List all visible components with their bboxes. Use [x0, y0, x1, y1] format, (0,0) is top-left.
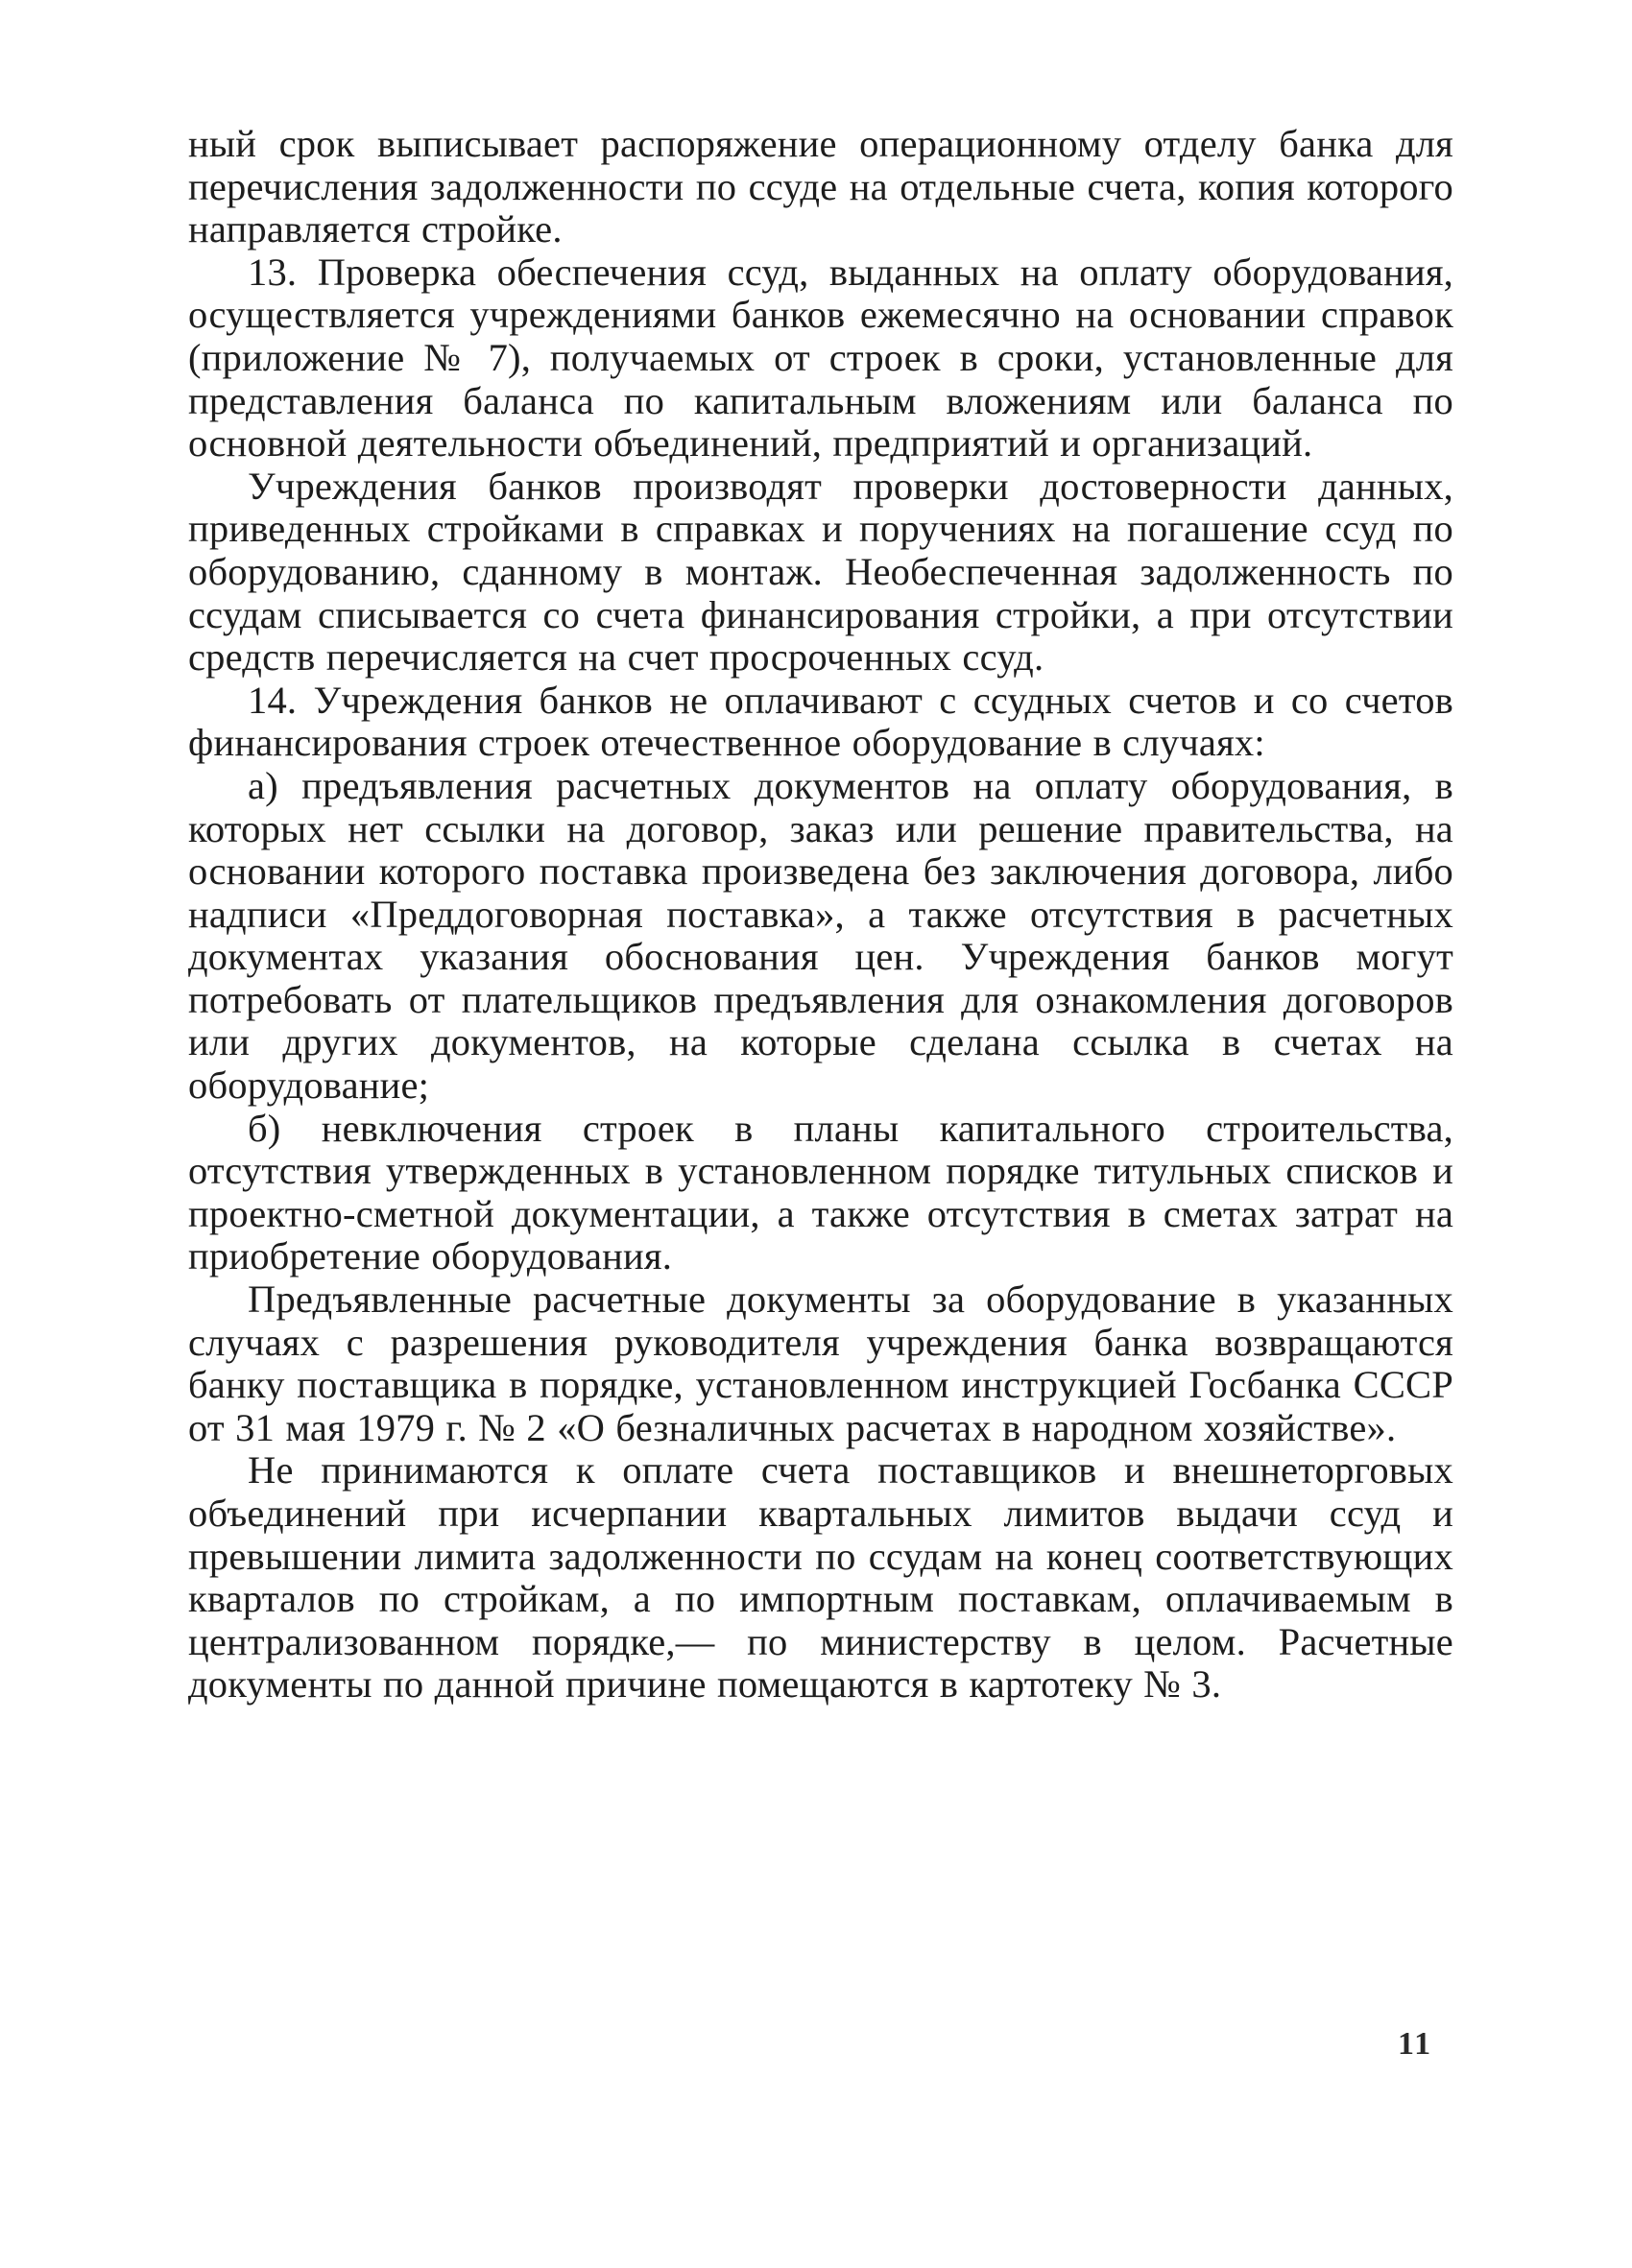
paragraph-13: 13. Проверка обеспечения ссуд, выданных на оплату оборудования, осуществляется учреждениями банков ежемесячно на основании справок (приложение № 7), получаемых от строек в сроки, установленные для представления баланса по капитальным вложениям или баланса по основной деятельности объединений, предприятий и организаций. [188, 250, 1453, 466]
paragraph-14-quarterly-limits: Не принимаются к оплате счета поставщиков и внешнеторговых объединений при исчерпании квартальных лимитов выдачи ссуд и превышении лимита задолженности по ссудам на конец соответствующих кварталов по стройкам, а по импортным поставкам, оплачиваемым в централизованном порядке,— по министерству в целом. Расчетные документы по данной причине помещаются в картотеку № 3. [188, 1448, 1453, 1707]
paragraph-14-returned-documents: Предъявленные расчетные документы за оборудование в указанных случаях с разрешения руководителя учреждения банка возвращаются банку поставщика в порядке, установленном инструкцией Госбанка СССР от 31 мая 1979 г. № 2 «О безналичных расчетах в народном хозяйстве». [188, 1277, 1453, 1449]
paragraph-14-item-b: б) невключения строек в планы капитального строительства, отсутствия утвержденных в установленном порядке титульных списков и проектно-сметной документации, а также отсутствия в сметах затрат на приобретение оборудования. [188, 1106, 1453, 1278]
text-column [188, 123, 1453, 1707]
paragraph-14: 14. Учреждения банков не оплачивают с ссудных счетов и со счетов финансирования строек отечественное оборудование в случаях: [188, 678, 1453, 765]
paragraph-14-item-a: а) предъявления расчетных документов на оплату оборудования, в которых нет ссылки на договор, заказ или решение правительства, на основании которого поставка произведена без заключения договора, либо надписи «Преддоговорная поставка», а также отсутствия в расчетных документах указания обоснования цен. Учреждения банков могут потребовать от плательщиков предъявления для ознакомления договоров или других документов, на которые сделана ссылка в счетах на оборудование; [188, 763, 1453, 1108]
page-number: 11 [1398, 2026, 1433, 2062]
paragraph-continuation: ный срок выписывает распоряжение операционному отделу банка для перечисления задолженности по ссуде на отдельные счета, копия которого направляется стройке. [188, 122, 1453, 251]
paragraph-13-verification: Учреждения банков производят проверки достоверности данных, приведенных стройками в справках и поручениях на погашение ссуд по оборудованию, сданному в монтаж. Необеспеченная задолженность по ссудам списывается со счета финансирования стройки, а при отсутствии средств перечисляется на счет просроченных ссуд. [188, 464, 1453, 680]
